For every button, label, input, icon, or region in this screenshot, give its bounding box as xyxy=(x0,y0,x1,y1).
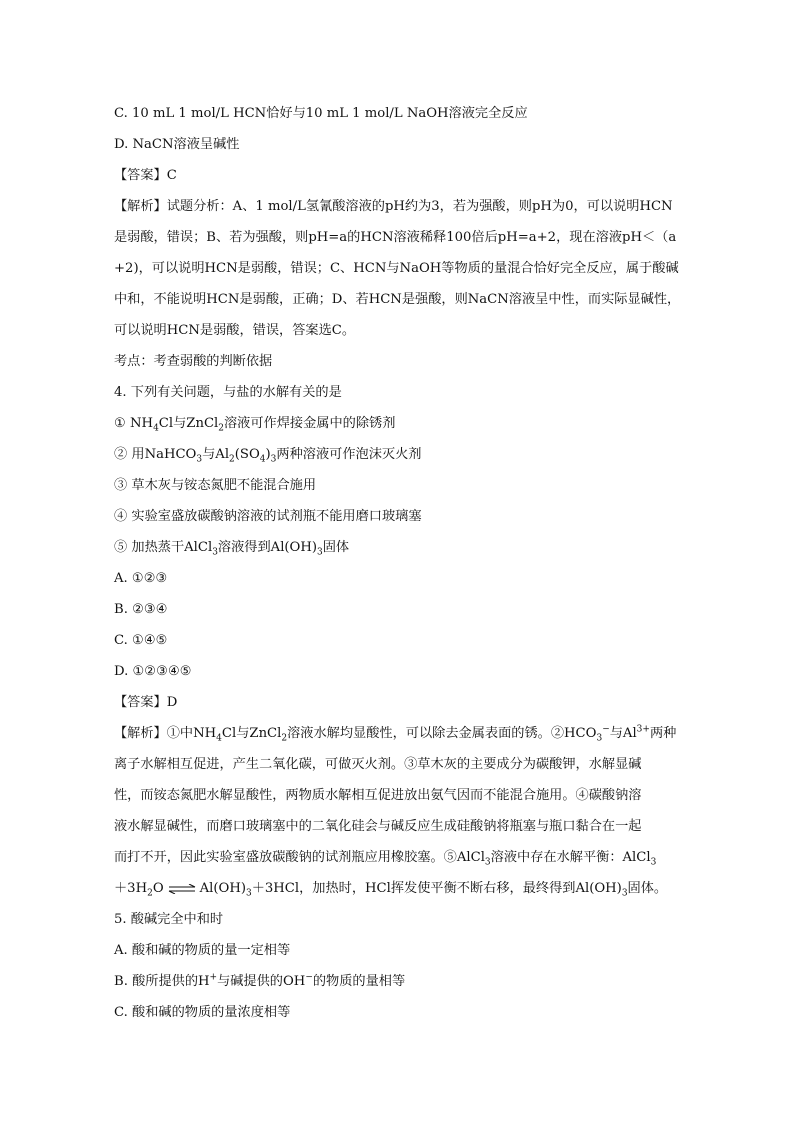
q3-option-d: D. NaCN溶液呈碱性 xyxy=(114,137,240,152)
q3-analysis-line-5: 可以说明HCN是弱酸，错误，答案选C。 xyxy=(114,323,356,338)
q4-item-1: ① $NH_4Cl$与ZnCl$_2$溶液可作焊接金属中的除锈剂 xyxy=(114,416,396,434)
q4-item-2: ② 用NaHCO$_3$与$Al_2(SO_4)_3$两种溶液可作泡沫灭火剂 xyxy=(114,447,422,465)
q3-point: 考点：考查弱酸的判断依据 xyxy=(114,354,273,369)
q4-analysis-line-6: $+3H_2O$ $Al(OH)_3+3HCl$，加热时，HCl挥发使平衡不断右移，最终得到$Al(OH)_3$固体。 xyxy=(114,881,668,899)
document-page xyxy=(114,98,690,1028)
q5-option-c: C. 酸和碱的物质的量浓度相等 xyxy=(114,1005,291,1020)
q4-analysis-line-5: 而打不开，因此实验室盛放碳酸钠的试剂瓶应用橡胶塞。⑤AlCl$_3$溶液中存在水解平衡：AlCl$_3$ xyxy=(114,850,657,868)
q5-stem: 5. 酸碱完全中和时 xyxy=(114,912,224,927)
q4-option-a: A. ①②③ xyxy=(114,571,168,586)
q3-answer: 【答案】C xyxy=(114,168,177,183)
q5-option-a: A. 酸和碱的物质的量一定相等 xyxy=(114,943,291,958)
q5-option-b: B. 酸所提供的H+与碱提供的OH−的物质的量相等 xyxy=(114,972,406,989)
q4-stem: 4. 下列有关问题，与盐的水解有关的是 xyxy=(114,385,342,400)
q4-item-4: ④ 实验室盛放碳酸钠溶液的试剂瓶不能用磨口玻璃塞 xyxy=(114,509,422,524)
q4-option-d: D. ①②③④⑤ xyxy=(114,664,192,679)
equilibrium-arrow-icon xyxy=(168,884,196,894)
q4-option-c: C. ①④⑤ xyxy=(114,633,168,648)
q4-analysis-line-1: 【解析】①中$NH_4Cl$与ZnCl$_2$溶液水解均显酸性，可以除去金属表面的锈。$②HCO_3^-$与$Al^{3+}$两种 xyxy=(114,724,677,744)
q3-analysis-line-2: 是弱酸，错误；B、若为强酸，则pH=a的HCN溶液稀释100倍后pH=a+2，现在溶液pH＜（a xyxy=(114,230,677,245)
q3-analysis-line-3: +2)，可以说明HCN是弱酸，错误；C、HCN与NaOH等物质的量混合恰好完全反应，属于酸碱 xyxy=(114,261,679,276)
q4-analysis-line-4: 液水解显碱性，而磨口玻璃塞中的二氧化硅会与碱反应生成硅酸钠将瓶塞与瓶口黏合在一起 xyxy=(114,819,642,834)
q4-analysis-line-3: 性，而铵态氮肥水解显酸性，两物质水解相互促进放出氨气因而不能混合施用。④碳酸钠溶 xyxy=(114,788,642,803)
q3-option-c: C. 10 mL 1 mol/L HCN恰好与10 mL 1 mol/L NaOH溶液完全反应 xyxy=(114,106,528,121)
q4-answer: 【答案】D xyxy=(114,695,178,710)
q4-analysis-line-2: 离子水解相互促进，产生二氧化碳，可做灭火剂。③草木灰的主要成分为碳酸钾，水解显碱 xyxy=(114,757,642,772)
q4-item-5: ⑤ 加热蒸干AlCl$_3$溶液得到$Al(OH)_3$固体 xyxy=(114,540,350,558)
q4-option-b: B. ②③④ xyxy=(114,602,168,617)
q3-analysis-line-4: 中和，不能说明HCN是弱酸，正确；D、若HCN是强酸，则NaCN溶液呈中性，而实际显碱性， xyxy=(114,292,681,307)
q4-item-3: ③ 草木灰与铵态氮肥不能混合施用 xyxy=(114,478,317,493)
q3-analysis-line-1: 【解析】试题分析：A、1 mol/L氢氰酸溶液的pH约为3，若为强酸，则pH为0，可以说明HCN xyxy=(114,199,673,214)
